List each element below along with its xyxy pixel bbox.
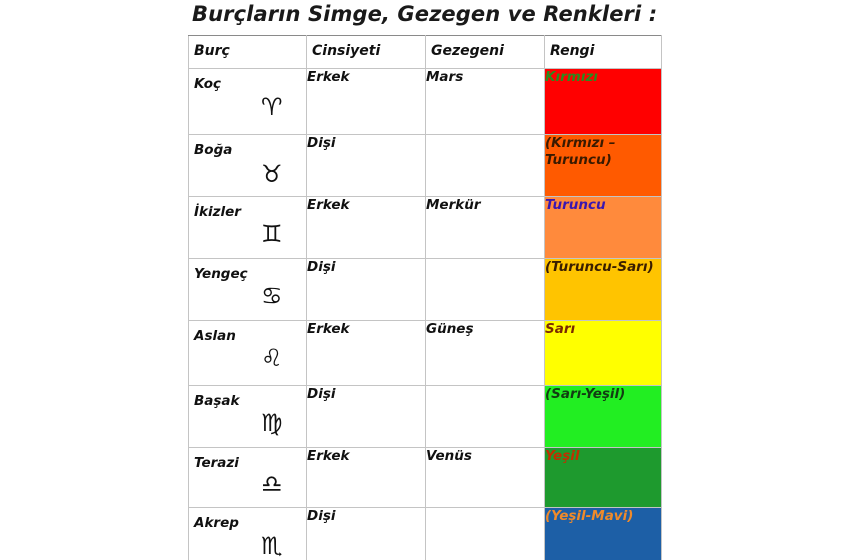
color-swatch-cell: Turuncu	[545, 197, 662, 259]
planet-cell	[426, 386, 545, 448]
sign-name: Akrep	[194, 515, 239, 531]
virgo-symbol: ♍︎	[261, 409, 283, 437]
table-body	[189, 69, 662, 560]
color-swatch-cell: Kırmızı	[545, 69, 662, 135]
gender-cell: Erkek	[307, 321, 426, 386]
gender-cell: Dişi	[307, 386, 426, 448]
table-row	[189, 508, 662, 560]
planet-cell	[426, 259, 545, 321]
sign-name: Aslan	[194, 328, 236, 344]
table-row	[189, 197, 662, 259]
table-row	[189, 448, 662, 508]
sign-cell	[189, 321, 307, 386]
gender-cell: Dişi	[307, 508, 426, 560]
leo-symbol: ♌︎	[261, 344, 283, 372]
page-title: Burçların Simge, Gezegen ve Renkleri :	[192, 2, 658, 26]
color-swatch-cell: (Turuncu-Sarı)	[545, 259, 662, 321]
sign-name: Koç	[194, 76, 221, 92]
gender-cell: Erkek	[307, 197, 426, 259]
cancer-symbol: ♋︎	[261, 282, 283, 310]
planet-cell: Merkür	[426, 197, 545, 259]
aries-symbol: ♈︎	[261, 93, 283, 121]
header-gender: Cinsiyeti	[307, 36, 426, 69]
table-row	[189, 135, 662, 197]
libra-symbol: ♎︎	[261, 470, 283, 498]
sign-name: Yengeç	[194, 266, 248, 282]
gender-cell: Dişi	[307, 259, 426, 321]
color-swatch-cell: Yeşil	[545, 448, 662, 508]
header-color: Rengi	[545, 36, 662, 69]
color-swatch-cell: (Yeşil-Mavi)	[545, 508, 662, 560]
planet-cell: Venüs	[426, 448, 545, 508]
color-swatch-cell: (Sarı-Yeşil)	[545, 386, 662, 448]
sign-cell	[189, 259, 307, 321]
gender-cell: Erkek	[307, 448, 426, 508]
table-row	[189, 321, 662, 386]
sign-name: İkizler	[194, 204, 241, 220]
sign-cell	[189, 386, 307, 448]
header-row	[189, 36, 662, 69]
sign-cell	[189, 197, 307, 259]
sign-cell	[189, 508, 307, 560]
scorpio-symbol: ♏︎	[261, 532, 283, 560]
header-planet: Gezegeni	[426, 36, 545, 69]
gender-cell: Dişi	[307, 135, 426, 197]
gender-cell: Erkek	[307, 69, 426, 135]
table-row	[189, 386, 662, 448]
color-swatch-cell: (Kırmızı – Turuncu)	[545, 135, 662, 197]
planet-cell: Güneş	[426, 321, 545, 386]
sign-name: Başak	[194, 393, 240, 409]
planet-cell	[426, 135, 545, 197]
planet-cell: Mars	[426, 69, 545, 135]
color-swatch-cell: Sarı	[545, 321, 662, 386]
taurus-symbol: ♉︎	[261, 160, 283, 188]
sign-name: Terazi	[194, 455, 239, 471]
header-sign: Burç	[189, 36, 307, 69]
planet-cell	[426, 508, 545, 560]
sign-cell	[189, 448, 307, 508]
table-row	[189, 259, 662, 321]
zodiac-table	[188, 35, 662, 560]
sign-name: Boğa	[194, 142, 233, 158]
gemini-symbol: ♊︎	[261, 220, 283, 248]
table-row	[189, 69, 662, 135]
sign-cell	[189, 69, 307, 135]
sign-cell	[189, 135, 307, 197]
